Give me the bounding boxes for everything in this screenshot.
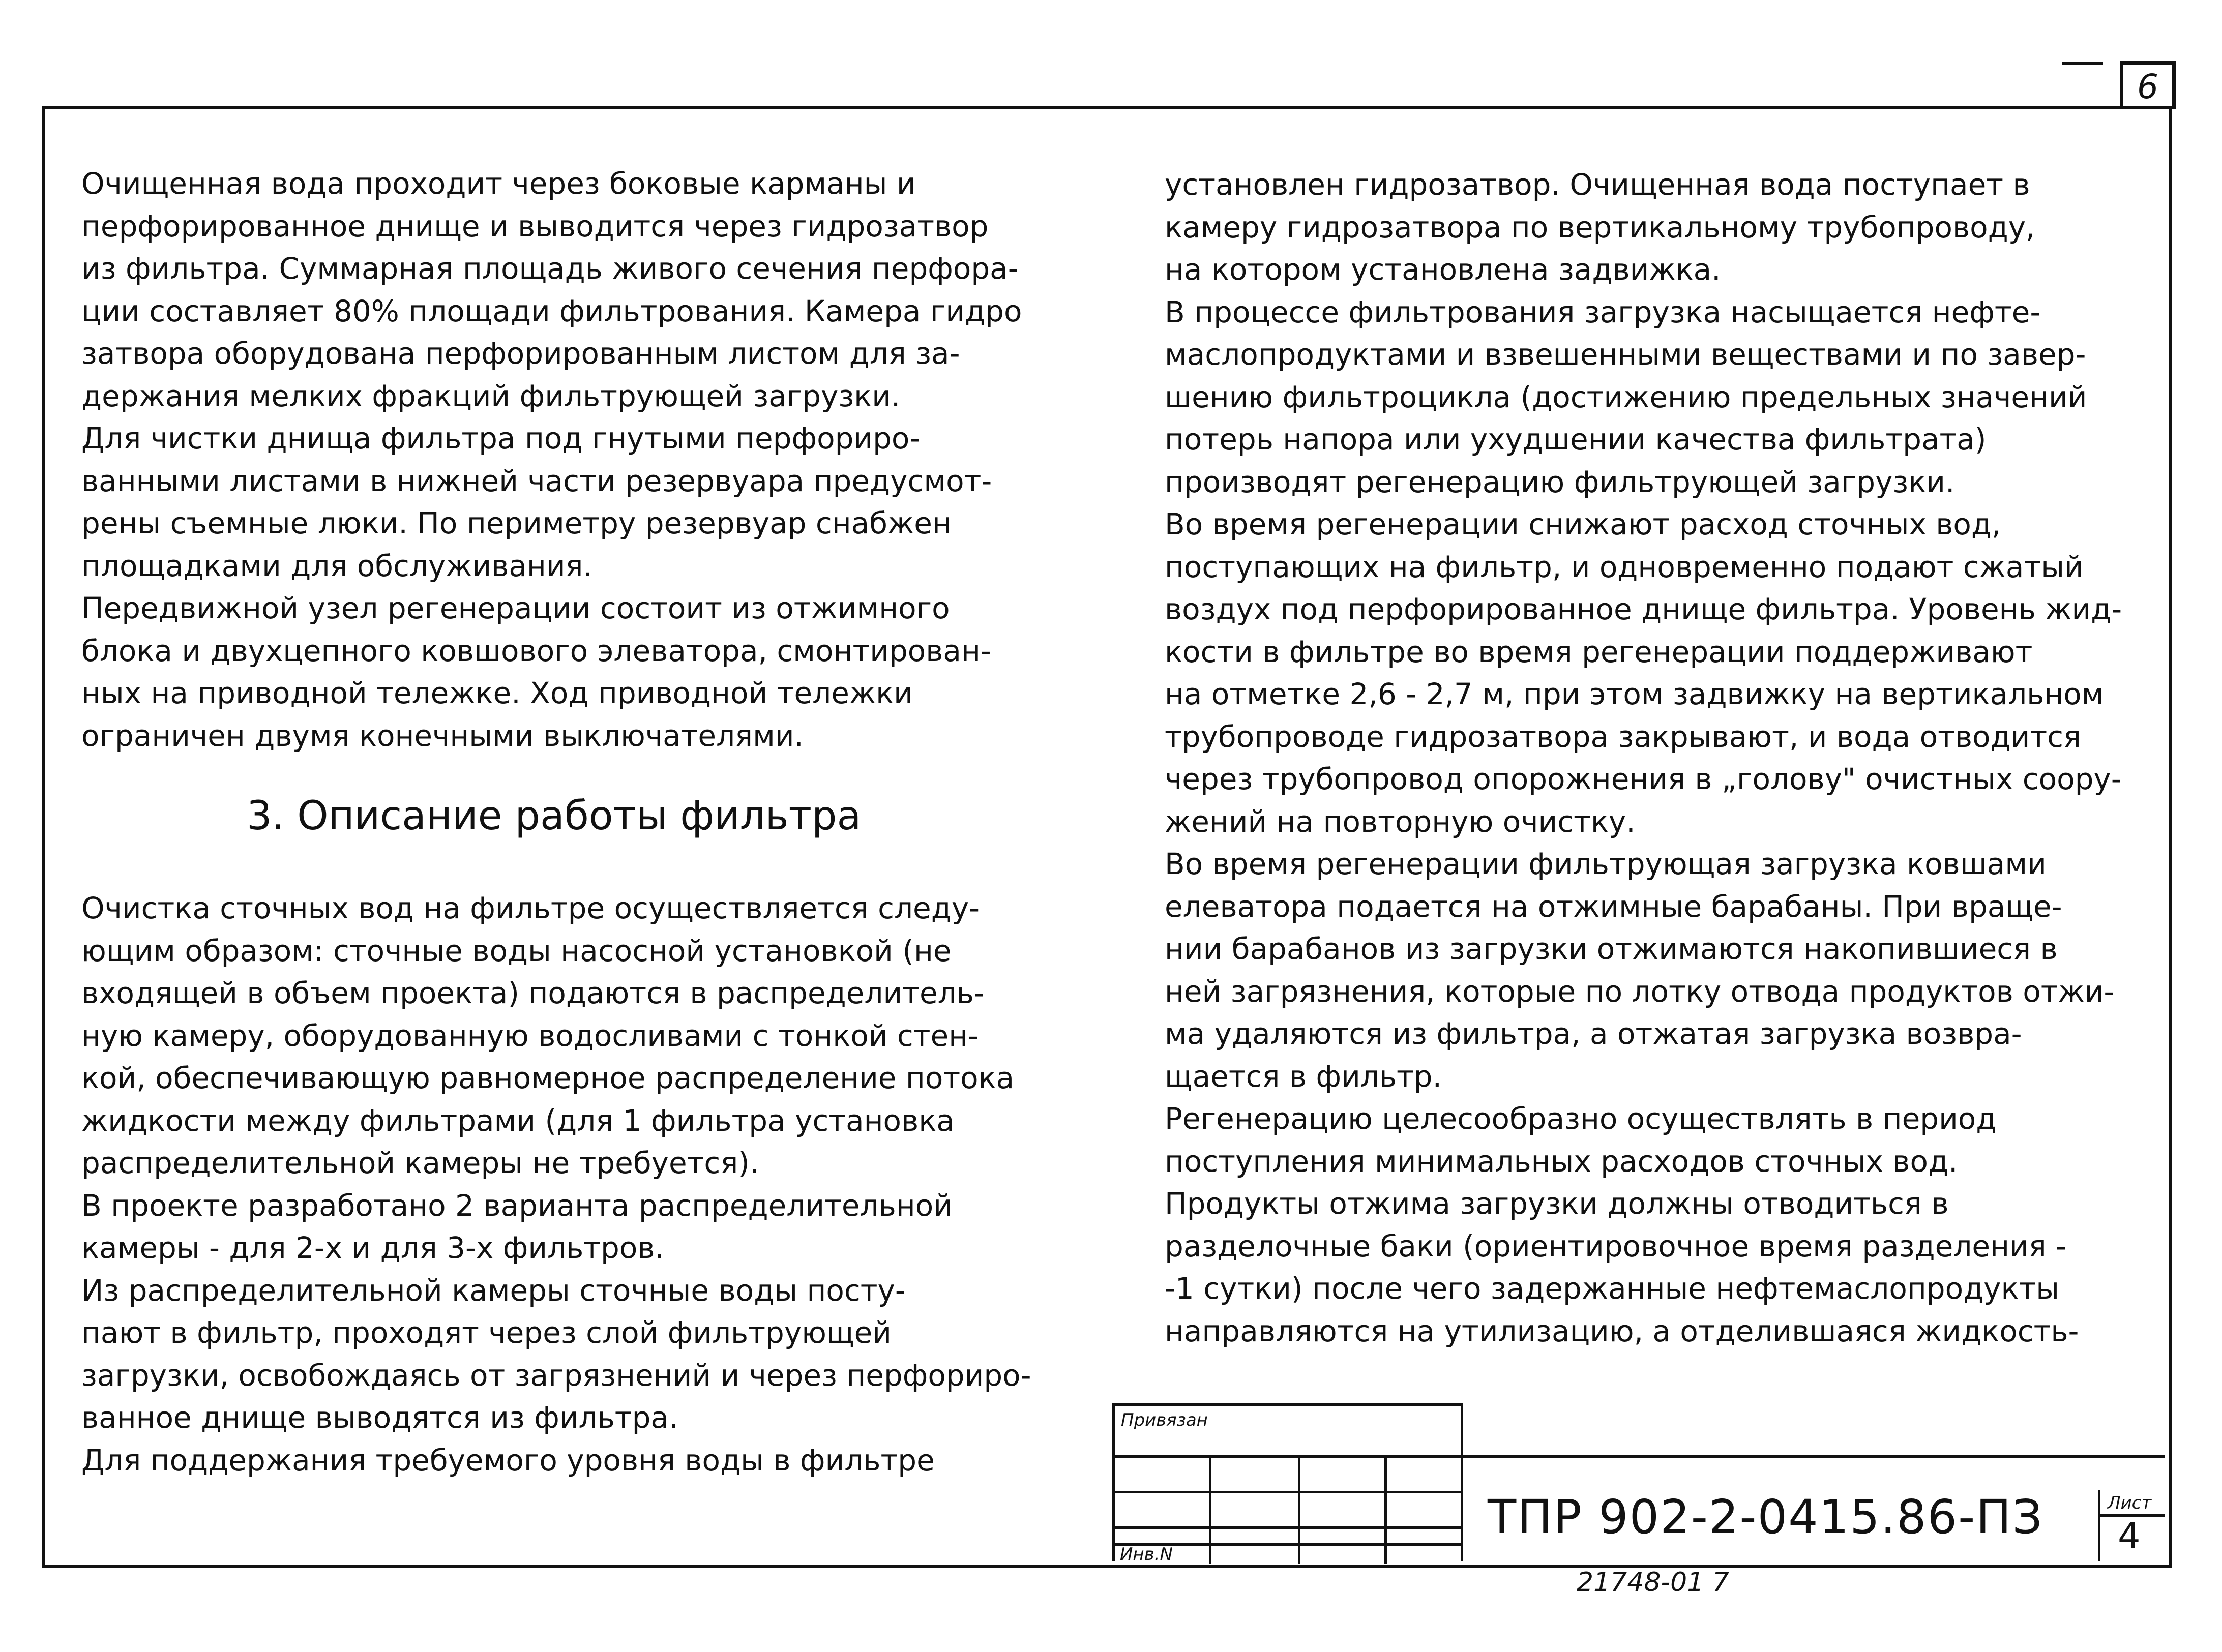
right-column-text bbox=[1165, 164, 2122, 1353]
page-number-dash bbox=[2062, 62, 2103, 65]
text-line: камеру гидрозатвора по вертикальному трубопроводу, bbox=[1165, 209, 2035, 245]
text-line: кости в фильтре во время регенерации поддерживают bbox=[1165, 634, 2033, 669]
text-line: ванными листами в нижней части резервуара предусмот- bbox=[81, 463, 992, 498]
text-line: шению фильтроцикла (достижению предельных значений bbox=[1165, 379, 2087, 414]
text-line: Регенерацию целесообразно осуществлять в период bbox=[1165, 1101, 1997, 1136]
grid-line bbox=[1115, 1455, 1461, 1458]
text-line: на отметке 2,6 - 2,7 м, при этом задвижку на вертикальном bbox=[1165, 677, 2104, 711]
title-block-stamp-grid bbox=[1112, 1403, 1463, 1565]
section-heading: 3. Описание работы фильтра bbox=[247, 793, 862, 839]
text-line: ванное днище выводятся из фильтра. bbox=[81, 1400, 678, 1435]
text-line: поступающих на фильтр, и одновременно подают сжатый bbox=[1165, 549, 2084, 584]
page-number: 6 bbox=[2120, 61, 2176, 109]
text-line: щается в фильтр. bbox=[1165, 1059, 1442, 1094]
text-line: Очистка сточных вод на фильтре осуществляется следу- bbox=[81, 891, 980, 925]
text-line: трубопроводе гидрозатвора закрывают, и вода отводится bbox=[1165, 719, 2081, 754]
text-line: воздух под перфорированное днище фильтра. Уровень жид- bbox=[1165, 592, 2122, 626]
text-line: на котором установлена задвижка. bbox=[1165, 252, 1721, 287]
text-line: рены съемные люки. По периметру резервуар снабжен bbox=[81, 506, 952, 540]
left-column-text-2 bbox=[81, 887, 1031, 1482]
text-line: Продукты отжима загрузки должны отводиться в bbox=[1165, 1186, 1949, 1221]
sheet-label: Лист bbox=[2108, 1493, 2152, 1513]
text-line: ней загрязнения, которые по лотку отвода продуктов отжи- bbox=[1165, 974, 2115, 1009]
grid-line bbox=[1209, 1458, 1211, 1564]
text-line: кой, обеспечивающую равномерное распределение потока bbox=[81, 1061, 1015, 1095]
text-line: Передвижной узел регенерации состоит из отжимного bbox=[81, 591, 950, 625]
text-line: Для чистки днища фильтра под гнутыми перфориро- bbox=[81, 421, 921, 456]
inventory-number: 21748-01 7 bbox=[1577, 1567, 1729, 1598]
text-line: В процессе фильтрования загрузка насыщается нефте- bbox=[1165, 294, 2041, 329]
text-line: жений на повторную очистку. bbox=[1165, 804, 1636, 839]
text-line: держания мелких фракций фильтрующей загрузки. bbox=[81, 378, 901, 413]
text-line: ограничен двумя конечными выключателями. bbox=[81, 718, 804, 753]
title-block-top-line bbox=[1463, 1455, 2165, 1458]
document-code: ТПР 902-2-0415.86-ПЗ bbox=[1488, 1490, 2043, 1544]
text-line: Во время регенерации фильтрующая загрузка ковшами bbox=[1165, 847, 2047, 881]
text-line: перфорированное днище и выводится через гидрозатвор bbox=[81, 208, 989, 244]
left-column-text bbox=[81, 163, 1022, 757]
text-line: жидкости между фильтрами (для 1 фильтра установка bbox=[81, 1103, 955, 1138]
privyazan-label: Привязан bbox=[1121, 1410, 1208, 1430]
text-line: производят регенерацию фильтрующей загрузки. bbox=[1165, 464, 1955, 499]
grid-line bbox=[1384, 1458, 1387, 1564]
inv-label: Инв.N bbox=[1120, 1544, 1173, 1565]
text-line: елеватора подается на отжимные барабаны. При враще- bbox=[1165, 889, 2062, 924]
text-line: установлен гидрозатвор. Очищенная вода поступает в bbox=[1165, 167, 2030, 202]
text-line: В проекте разработано 2 варианта распределительной bbox=[81, 1188, 953, 1223]
text-line: ных на приводной тележке. Ход приводной тележки bbox=[81, 676, 913, 710]
text-line: Очищенная вода проходит через боковые карманы и bbox=[81, 166, 916, 201]
sheet-number: 4 bbox=[2118, 1515, 2141, 1557]
grid-line bbox=[1298, 1458, 1300, 1564]
grid-line bbox=[1115, 1491, 1461, 1493]
text-line: входящей в объем проекта) подаются в распределитель- bbox=[81, 976, 985, 1010]
text-line: маслопродуктами и взвешенными веществами и по завер- bbox=[1165, 337, 2086, 372]
text-line: камеры - для 2-х и для 3-х фильтров. bbox=[81, 1230, 664, 1265]
text-line: ции составляет 80% площади фильтрования. Камера гидро bbox=[81, 293, 1022, 328]
text-line: потерь напора или ухудшении качества фильтрата) bbox=[1165, 422, 1987, 457]
text-line: ма удаляются из фильтра, а отжатая загрузка возвра- bbox=[1165, 1016, 2022, 1051]
text-line: Для поддержания требуемого уровня воды в фильтре bbox=[81, 1443, 935, 1478]
text-line: пают в фильтр, проходят через слой фильтрующей bbox=[81, 1315, 892, 1350]
text-line: поступления минимальных расходов сточных вод. bbox=[1165, 1144, 1958, 1179]
text-line: блока и двухцепного ковшового элеватора, смонтирован- bbox=[81, 633, 991, 668]
text-line: направляются на утилизацию, а отделившаяся жидкость- bbox=[1165, 1313, 2079, 1348]
text-line: загрузки, освобождаясь от загрязнений и через перфориро- bbox=[81, 1358, 1031, 1393]
sheet-box bbox=[2098, 1490, 2165, 1561]
text-line: из фильтра. Суммарная площадь живого сечения перфора- bbox=[81, 251, 1019, 286]
text-line: нии барабанов из загрузки отжимаются накопившиеся в bbox=[1165, 932, 2058, 966]
grid-line bbox=[1115, 1526, 1461, 1529]
text-line: затвора оборудована перфорированным листом для за- bbox=[81, 336, 960, 371]
text-line: разделочные баки (ориентировочное время разделения - bbox=[1165, 1228, 2066, 1264]
text-line: ную камеру, оборудованную водосливами с тонкой стен- bbox=[81, 1018, 979, 1053]
text-line: распределительной камеры не требуется). bbox=[81, 1146, 759, 1180]
text-line: -1 сутки) после чего задержанные нефтемаслопродукты bbox=[1165, 1271, 2060, 1306]
text-line: ющим образом: сточные воды насосной установкой (не bbox=[81, 933, 952, 968]
text-line: Из распределительной камеры сточные воды посту- bbox=[81, 1273, 906, 1308]
text-line: через трубопровод опорожнения в „голову" очистных соору- bbox=[1165, 762, 2122, 796]
text-line: площадками для обслуживания. bbox=[81, 548, 592, 583]
text-line: Во время регенерации снижают расход сточных вод, bbox=[1165, 507, 2001, 542]
